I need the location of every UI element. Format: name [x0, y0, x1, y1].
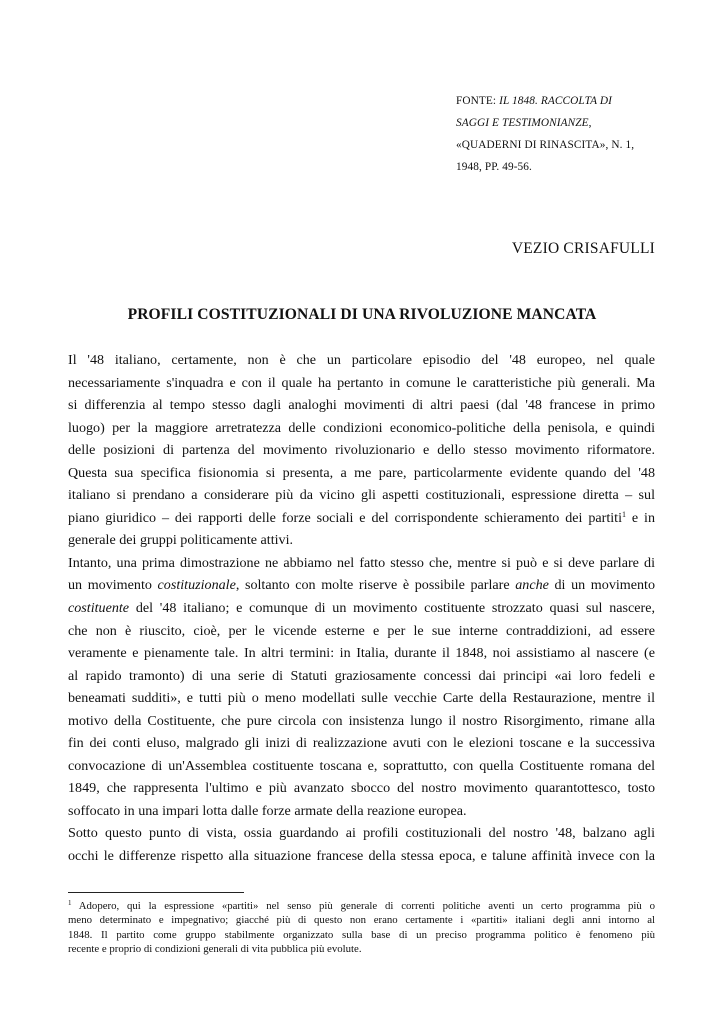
body-line: necessariamente s'inquadra e con il quale ha pertanto in comune le caratteristiche più generali. Ma — [68, 374, 655, 391]
source-label: FONTE: — [456, 95, 500, 107]
body-line: soffocato in una impari lotta dalle forze armate della reazione europea. — [68, 802, 467, 819]
body-line: italiano si prendano a considerare più da vicino gli aspetti costituzionali, espressione diretta – sul — [68, 487, 655, 504]
author-name: VEZIO CRISAFULLI — [511, 240, 655, 257]
body-text: di un movimento — [548, 577, 656, 594]
source-subtitle: SAGGI E TESTIMONIANZE — [456, 117, 589, 129]
source-line — [456, 90, 696, 112]
body-text: piano giuridico – dei rapporti delle forze sociali e del corrispondente schieramento dei partiti — [68, 509, 622, 526]
body-line: convocazione di un'Assemblea costituente toscana e, soprattutto, con quella Costituente romana del — [68, 757, 655, 774]
body-line: veramente e pienamente tale. In altri termini: in Italia, durante il 1848, noi assistiamo al nascere (e — [68, 645, 655, 662]
body-line: delle posizioni di partenza del movimento rivoluzionario e dello stesso movimento riformatore. — [68, 442, 655, 459]
body-line: beneamati sudditi», e tutti più o meno modellati sulle vecchie Carte della Restaurazione, mentre il — [68, 690, 655, 707]
body-emphasis: anche — [515, 577, 549, 594]
body-text: un movimento — [68, 577, 158, 594]
body-line: Sotto questo punto di vista, ossia guardando ai profili costituzionali del nostro '48, balzano agli — [68, 825, 655, 842]
body-line: si differenzia al tempo stesso dagli analoghi movimenti di altri paesi (dal '48 francese in primo — [68, 397, 655, 414]
source-line — [456, 112, 696, 134]
body-line — [68, 507, 655, 530]
footnote-reference[interactable]: 1 — [622, 509, 626, 519]
body-line: 1849, che rappresenta l'ultimo e più avanzato sbocco del nostro movimento quarantottesco, tosto — [68, 780, 655, 797]
article-title: PROFILI COSTITUZIONALI DI UNA RIVOLUZIONE MANCATA — [127, 306, 597, 323]
body-line: che non è riuscito, cioè, per le vicende esterne e per le sue interne contraddizioni, ad essere — [68, 622, 655, 639]
body-line: Questa sua specifica fisionomia si presenta, a me pare, particolarmente evidente quando del '48 — [68, 464, 655, 481]
source-title: IL 1848. RACCOLTA DI — [499, 95, 612, 107]
body-line: Intanto, una prima dimostrazione ne abbiamo nel fatto stesso che, mentre si può e si deve parlare di — [68, 554, 655, 571]
body-emphasis: costituzionale — [157, 577, 236, 594]
body-line: motivo della Costituente, che pure circola con insistenza lungo il nostro Risorgimento, rimane alla — [68, 712, 655, 729]
footnote-text: Adopero, qui la espressione «partiti» nel senso più generale di correnti politiche aventi un certo programma più o — [71, 900, 655, 912]
footnote-line: 1848. Il partito come gruppo stabilmente organizzato sulla base di un preciso programma politico è fenomeno più — [68, 928, 655, 941]
footnote-line: recente e proprio di condizioni generali di vita pubblica più evolute. — [68, 942, 362, 955]
source-line: «QUADERNI DI RINASCITA», N. 1, — [456, 139, 635, 151]
body-line: Il '48 italiano, certamente, non è che un particolare episodio del '48 europeo, nel quale — [68, 352, 655, 368]
source-comma: , — [588, 117, 592, 129]
body-line: luogo) per la maggiore arretratezza delle condizioni economico-politiche della penisola, e quindi — [68, 419, 655, 436]
source-line: 1948, PP. 49-56. — [456, 161, 532, 173]
body-text: e in — [626, 509, 655, 526]
footnote-line: meno determinato e impegnativo; giacché più di questo non erano certamente i «partiti» italiani degli anni intorno al — [68, 914, 655, 927]
source-citation — [456, 90, 696, 178]
body-text: , soltanto con molte riserve è possibile parlare — [235, 577, 516, 594]
footnote-line — [68, 899, 655, 913]
footnote-marker: 1 — [68, 899, 72, 907]
body-text: del '48 italiano; e comunque di un movimento costituente strozzato quasi sul nascere, — [129, 600, 655, 617]
body-line: generale dei gruppi politicamente attivi. — [68, 532, 294, 549]
footnote-divider — [68, 892, 244, 893]
body-emphasis: costituente — [68, 600, 130, 617]
body-line — [68, 597, 655, 620]
body-line: fin dei conti eluso, malgrado gli inizi di realizzazione avuti con le elezioni toscane e la successiva — [68, 735, 655, 752]
body-line: occhi le differenze rispetto alla situazione francese della stessa epoca, e talune affinità invece con la — [68, 848, 655, 865]
body-line: al rapido tramonto) di una serie di Statuti graziosamente concessi dai principi «ai loro fedeli e — [68, 667, 655, 684]
article-body — [68, 349, 655, 868]
footnote — [68, 899, 655, 956]
body-line — [68, 574, 655, 597]
